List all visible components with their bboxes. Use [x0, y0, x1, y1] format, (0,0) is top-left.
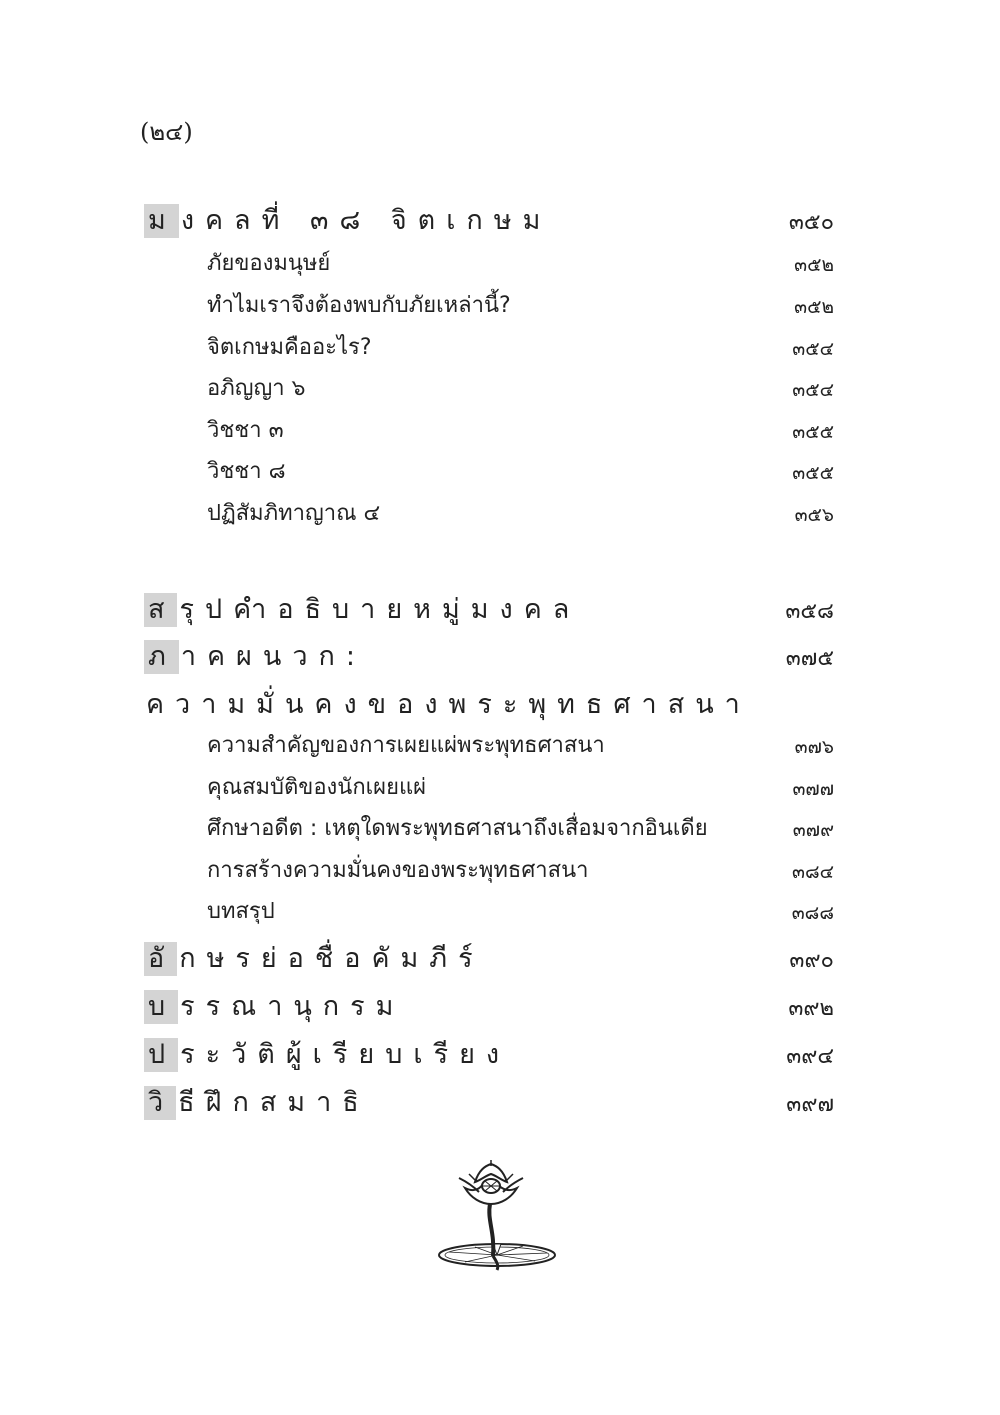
- heading-text: รุปคำอธิบายหมู่มงคล: [179, 594, 581, 625]
- heading-page: ๓๗๕: [785, 646, 834, 671]
- heading-page: ๓๕๐: [788, 210, 834, 235]
- toc-item[interactable]: [0, 451, 1000, 495]
- toc-item[interactable]: [0, 725, 1000, 769]
- item-page: ๓๘๘: [791, 902, 834, 924]
- heading-text: ธีฝึกสมาธิ: [178, 1087, 370, 1118]
- item-page: ๓๗๖: [794, 736, 834, 758]
- item-page: ๓๕๒: [794, 254, 834, 276]
- heading-page: ๓๙๔: [786, 1044, 834, 1069]
- toc-item[interactable]: [0, 243, 1000, 287]
- item-title: คุณสมบัติของนักเผยแผ่: [207, 775, 427, 800]
- item-page: ๓๕๔: [792, 379, 834, 401]
- toc-heading-author-bio[interactable]: [0, 1034, 1000, 1078]
- heading-page: ๓๙๗: [786, 1092, 834, 1117]
- heading-page: ๓๕๘: [785, 599, 834, 624]
- toc-item[interactable]: [0, 493, 1000, 537]
- toc-heading-summary[interactable]: [0, 589, 1000, 633]
- heading-first-char: บ: [144, 990, 178, 1024]
- item-title: ศึกษาอดีต : เหตุใดพระพุทธศาสนาถึงเสื่อมจากอินเดีย: [207, 816, 708, 841]
- toc-heading-abbreviations[interactable]: [0, 938, 1000, 982]
- item-title: ปฏิสัมภิทาญาณ ๔: [207, 501, 381, 526]
- heading-text: งคลที่ ๓๘ จิตเกษม: [180, 205, 552, 236]
- heading-first-char: อั: [144, 942, 177, 976]
- toc-heading-mangala-38[interactable]: [0, 200, 1000, 244]
- item-title: วิชชา ๓: [207, 418, 284, 443]
- toc-item[interactable]: [0, 891, 1000, 935]
- toc-item[interactable]: [0, 368, 1000, 412]
- page-number: (๒๔): [140, 118, 193, 146]
- toc-item[interactable]: [0, 285, 1000, 329]
- item-title: ความสำคัญของการเผยแผ่พระพุทธศาสนา: [207, 733, 605, 758]
- heading-page: ๓๙๐: [789, 948, 834, 973]
- toc-item[interactable]: [0, 767, 1000, 811]
- item-title: การสร้างความมั่นคงของพระพุทธศาสนา: [207, 858, 589, 883]
- heading-first-char: ป: [144, 1038, 178, 1072]
- item-title: จิตเกษมคืออะไร?: [207, 335, 372, 360]
- item-page: ๓๕๕: [792, 462, 834, 484]
- heading-page: ๓๙๒: [788, 996, 834, 1021]
- item-page: ๓๕๕: [792, 421, 834, 443]
- heading-first-char: ส: [144, 593, 177, 627]
- toc-item[interactable]: [0, 410, 1000, 454]
- item-title: อภิญญา ๖: [207, 376, 306, 401]
- item-title: ภัยของมนุษย์: [207, 251, 331, 276]
- toc-heading-meditation[interactable]: [0, 1082, 1000, 1126]
- item-page: ๓๗๗: [792, 778, 834, 800]
- item-title: บทสรุป: [207, 899, 275, 924]
- heading-first-char: วิ: [144, 1086, 176, 1120]
- item-page: ๓๕๔: [792, 338, 834, 360]
- toc-item[interactable]: [0, 327, 1000, 371]
- heading-text: ความมั่นคงของพระพุทธศาสนา: [146, 689, 751, 720]
- item-page: ๓๕๖: [794, 504, 834, 526]
- item-page: ๓๗๙: [792, 819, 834, 841]
- item-page: ๓๘๔: [791, 861, 834, 883]
- toc-heading-bibliography[interactable]: [0, 986, 1000, 1030]
- heading-first-char: ภ: [144, 640, 179, 674]
- heading-text: าคผนวก:: [180, 641, 366, 672]
- item-title: วิชชา ๘: [207, 459, 286, 484]
- heading-text: กษรย่อชื่อคัมภีร์: [179, 943, 484, 974]
- toc-item[interactable]: [0, 850, 1000, 894]
- item-title: ทำไมเราจึงต้องพบกับภัยเหล่านี้?: [207, 293, 511, 318]
- toc-item[interactable]: [0, 808, 1000, 852]
- toc-heading-stability[interactable]: [0, 684, 1000, 728]
- heading-text: ระวัติผู้เรียบเรียง: [180, 1039, 511, 1070]
- lotus-ornament-icon: [435, 1160, 565, 1280]
- heading-first-char: ม: [144, 204, 179, 238]
- toc-heading-appendix[interactable]: [0, 636, 1000, 680]
- heading-text: รรณานุกรม: [180, 991, 405, 1022]
- item-page: ๓๕๒: [794, 296, 834, 318]
